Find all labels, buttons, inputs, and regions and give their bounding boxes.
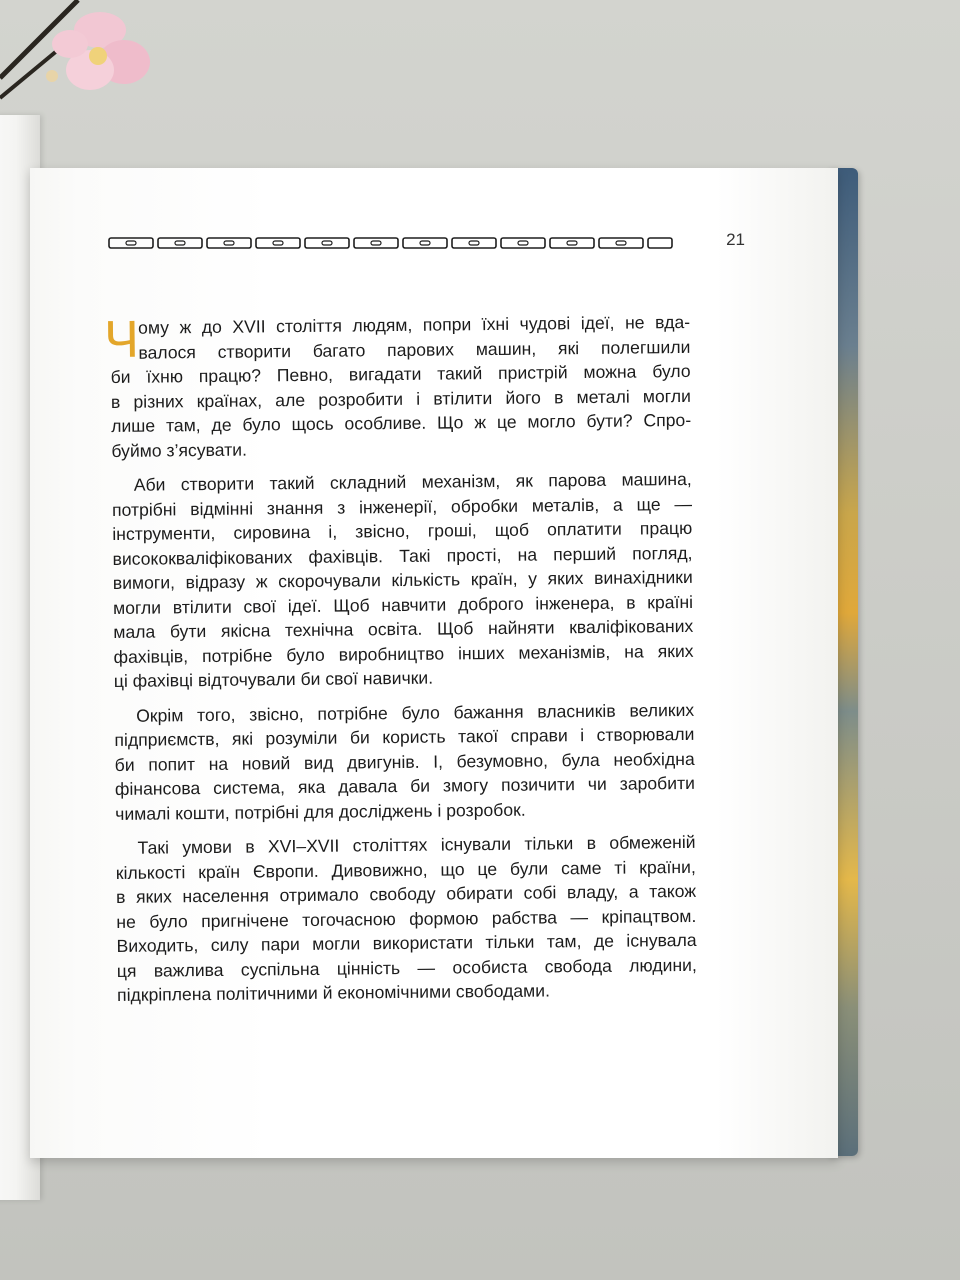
text-line: в різних країнах, але розробити і втілити його в металі могли (110, 385, 691, 412)
text-line: могли втілити свої ідеї. Щоб навчити доброго інженера, в країні (112, 591, 694, 618)
text-line: ці фахівці відточували би свої навички. (113, 667, 434, 691)
paragraph-4 (115, 830, 697, 1008)
text-line: би їхню працю? Певно, вигадати такий пристрій можна було (110, 360, 691, 387)
text-line: Такі умови в XVI–XVII століттях існували тільки в обмеженій (137, 831, 696, 858)
paragraph-3 (114, 697, 695, 826)
page-number: 21 (726, 230, 745, 249)
text-line: фінансова система, яка давала би змогу позичити чи заробити (114, 772, 696, 799)
text-line: валося створити багато парових машин, які полегшили (138, 336, 691, 363)
text-line: підприємств, які розуміли би користь такої справи і створювали (114, 723, 695, 750)
text-line: буймо з’ясувати. (111, 439, 248, 461)
text-line: ому ж до XVII століття людям, попри їхні чудові ідеї, не вда- (138, 311, 691, 338)
text-line: вимоги, відразу ж скорочували кількість країн, у яких винахідники (112, 566, 693, 593)
decorative-chain-ornament (108, 236, 674, 250)
text-line: би попит на новий вид двигунів. І, безумовно, була необхідна (114, 748, 695, 775)
text-line: мала бути якісна технічна освіта. Щоб найняти кваліфікованих (113, 615, 694, 642)
text-line: інструменти, сировина і, звісно, гроші, щоб оплатити працю (112, 517, 693, 544)
cherry-blossom-branch (0, 0, 170, 120)
paragraph-2 (112, 467, 694, 694)
text-line: Виходить, силу пари могли використати тільки там, де існувала (116, 929, 697, 956)
text-line: фахівців, потрібне було виробництво інших механізмів, на яких (113, 640, 694, 667)
page-body-text (103, 310, 697, 1008)
text-line: кількості країн Європи. Дивовижно, що це були саме ті країни, (115, 856, 696, 883)
text-line: Аби створити такий складний механізм, як парова машина, (133, 468, 692, 495)
text-line: ця важлива суспільна цінність — особиста свобода людини, (116, 954, 697, 981)
text-line: не було пригнічене тогочасною формою рабства — кріпацтвом. (116, 905, 697, 932)
text-line: лише там, де було щось особливе. Що ж це могло бути? Спро- (111, 409, 692, 436)
text-line: висококваліфікованих фахівців. Такі прості, на перший погляд, (112, 542, 693, 569)
text-line: в яких населення отримало свободу обирати собі владу, а також (115, 880, 697, 907)
text-line: чималі кошти, потрібні для досліджень і розробок. (115, 799, 526, 824)
paragraph-1 (103, 310, 692, 463)
text-line: підкріплена політичними й економічними свободами. (117, 980, 551, 1005)
text-line: Окрім того, звісно, потрібне було бажання власників великих (136, 699, 695, 726)
text-line: потрібні відмінні знання з інженерії, обробки металів, а ще — (111, 493, 693, 520)
drop-cap: Ч (103, 310, 140, 370)
